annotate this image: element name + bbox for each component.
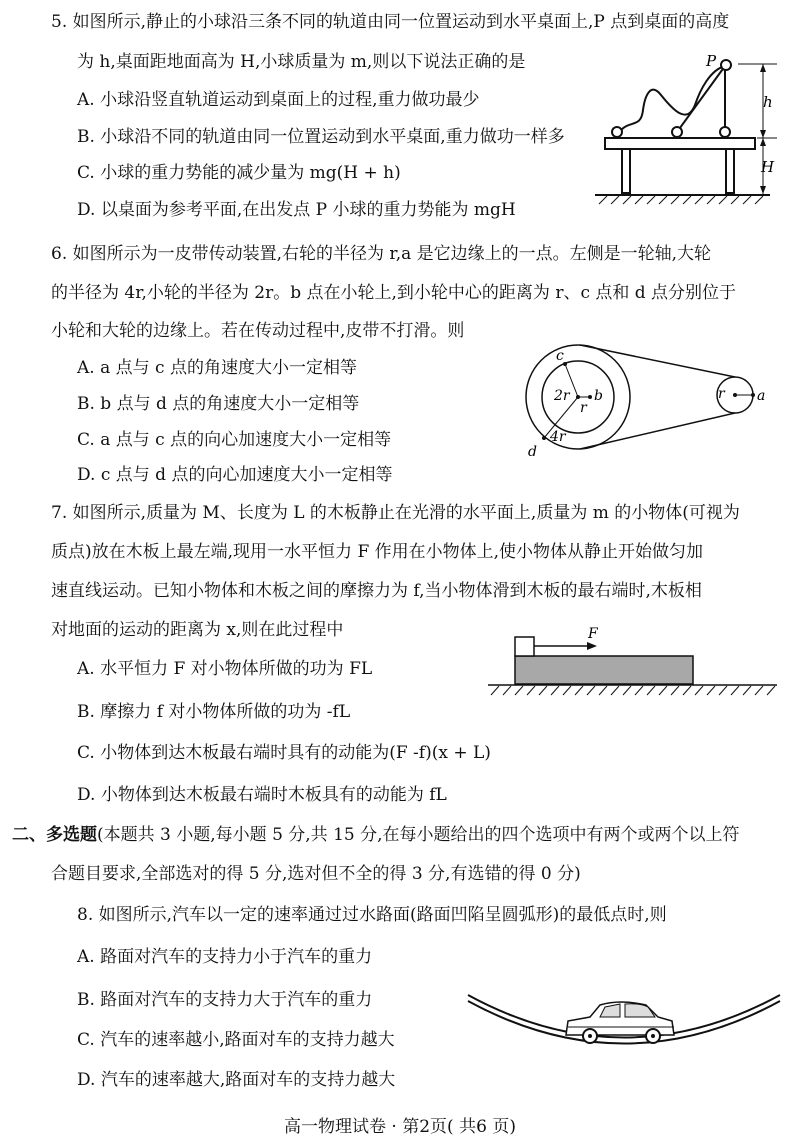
q5-option-a: A. 小球沿竖直轨道运动到桌面上的过程,重力做功最少 bbox=[77, 90, 480, 110]
q6-stem-line3: 小轮和大轮的边缘上。若在传动过程中,皮带不打滑。则 bbox=[51, 321, 465, 341]
q5-option-b: B. 小球沿不同的轨道由同一位置运动到水平桌面,重力做功一样多 bbox=[77, 127, 565, 147]
q7-option-d: D. 小物体到达木板最右端时木板具有的动能为 fL bbox=[77, 785, 447, 805]
q6-option-b: B. b 点与 d 点的角速度大小一定相等 bbox=[77, 394, 360, 414]
q7-option-b: B. 摩擦力 f 对小物体所做的功为 -fL bbox=[77, 702, 351, 722]
q6-label-r: r bbox=[580, 400, 587, 416]
q7-stem-line2: 质点)放在木板上最左端,现用一水平恒力 F 作用在小物体上,使小物体从静止开始做匀加 bbox=[51, 542, 704, 562]
q6-option-a: A. a 点与 c 点的角速度大小一定相等 bbox=[77, 358, 357, 378]
q6-stem-line1: 6. 如图所示为一皮带传动装置,右轮的半径为 r,a 是它边缘上的一点。左侧是一轮轴,大轮 bbox=[51, 244, 712, 264]
q6-label-2r: 2r bbox=[554, 388, 570, 404]
q7-stem-line4: 对地面的运动的距离为 x,则在此过程中 bbox=[51, 620, 344, 640]
q6-option-d: D. c 点与 d 点的向心加速度大小一定相等 bbox=[77, 465, 393, 485]
q8-option-a: A. 路面对汽车的支持力小于汽车的重力 bbox=[77, 947, 373, 967]
q6-label-c: c bbox=[556, 348, 564, 364]
q8-option-d: D. 汽车的速率越大,路面对车的支持力越大 bbox=[77, 1070, 396, 1090]
q5-label-h: h bbox=[763, 93, 773, 111]
q7-figure bbox=[485, 625, 785, 705]
q6-stem-line2: 的半径为 4r,小轮的半径为 2r。b 点在小轮上,到小轮中心的距离为 r、c 点和 d 点分别位于 bbox=[51, 283, 737, 303]
q8-stem-line1: 8. 如图所示,汽车以一定的速率通过过水路面(路面凹陷呈圆弧形)的最低点时,则 bbox=[77, 905, 667, 925]
q7-stem-line1: 7. 如图所示,质量为 M、长度为 L 的木板静止在光滑的水平面上,质量为 m 的小物体(可视为 bbox=[51, 503, 740, 523]
q7-option-c: C. 小物体到达木板最右端时具有的动能为(F -f)(x + L) bbox=[77, 743, 491, 763]
q5-label-p: P bbox=[706, 52, 717, 70]
q5-option-d: D. 以桌面为参考平面,在出发点 P 小球的重力势能为 mgH bbox=[77, 200, 516, 220]
q5-figure bbox=[595, 50, 800, 210]
q5-stem-line1: 5. 如图所示,静止的小球沿三条不同的轨道由同一位置运动到水平桌面上,P 点到桌面的高度 bbox=[51, 12, 730, 32]
q5-label-H: H bbox=[761, 158, 775, 176]
q5-stem-line2: 为 h,桌面距地面高为 H,小球质量为 m,则以下说法正确的是 bbox=[77, 52, 526, 72]
q6-figure bbox=[510, 340, 780, 470]
q7-stem-line3: 速直线运动。已知小物体和木板之间的摩擦力为 f,当小物体滑到木板的最右端时,木板相 bbox=[51, 581, 702, 601]
q6-label-a: a bbox=[757, 388, 766, 404]
q8-figure bbox=[460, 985, 790, 1075]
page-footer: 高一物理试卷 · 第2页( 共6 页) bbox=[284, 1117, 516, 1137]
q6-label-b: b bbox=[594, 388, 603, 404]
section2-desc-line1: (本题共 3 小题,每小题 5 分,共 15 分,在每小题给出的四个选项中有两个或两个以上符 bbox=[97, 825, 740, 845]
q6-label-d: d bbox=[528, 444, 537, 460]
q6-label-4r: 4r bbox=[550, 429, 566, 445]
q6-label-right-r: r bbox=[718, 386, 725, 402]
q5-option-c: C. 小球的重力势能的减少量为 mg(H + h) bbox=[77, 163, 401, 183]
q8-option-c: C. 汽车的速率越小,路面对车的支持力越大 bbox=[77, 1030, 395, 1050]
q7-option-a: A. 水平恒力 F 对小物体所做的功为 FL bbox=[77, 659, 373, 679]
section2-desc-line2: 合题目要求,全部选对的得 5 分,选对但不全的得 3 分,有选错的得 0 分) bbox=[51, 864, 581, 884]
section2-title: 二、多选题 bbox=[12, 825, 97, 845]
section2-heading bbox=[12, 825, 740, 845]
q6-option-c: C. a 点与 c 点的向心加速度大小一定相等 bbox=[77, 430, 392, 450]
q8-option-b: B. 路面对汽车的支持力大于汽车的重力 bbox=[77, 990, 373, 1010]
q7-label-f: F bbox=[588, 626, 598, 642]
